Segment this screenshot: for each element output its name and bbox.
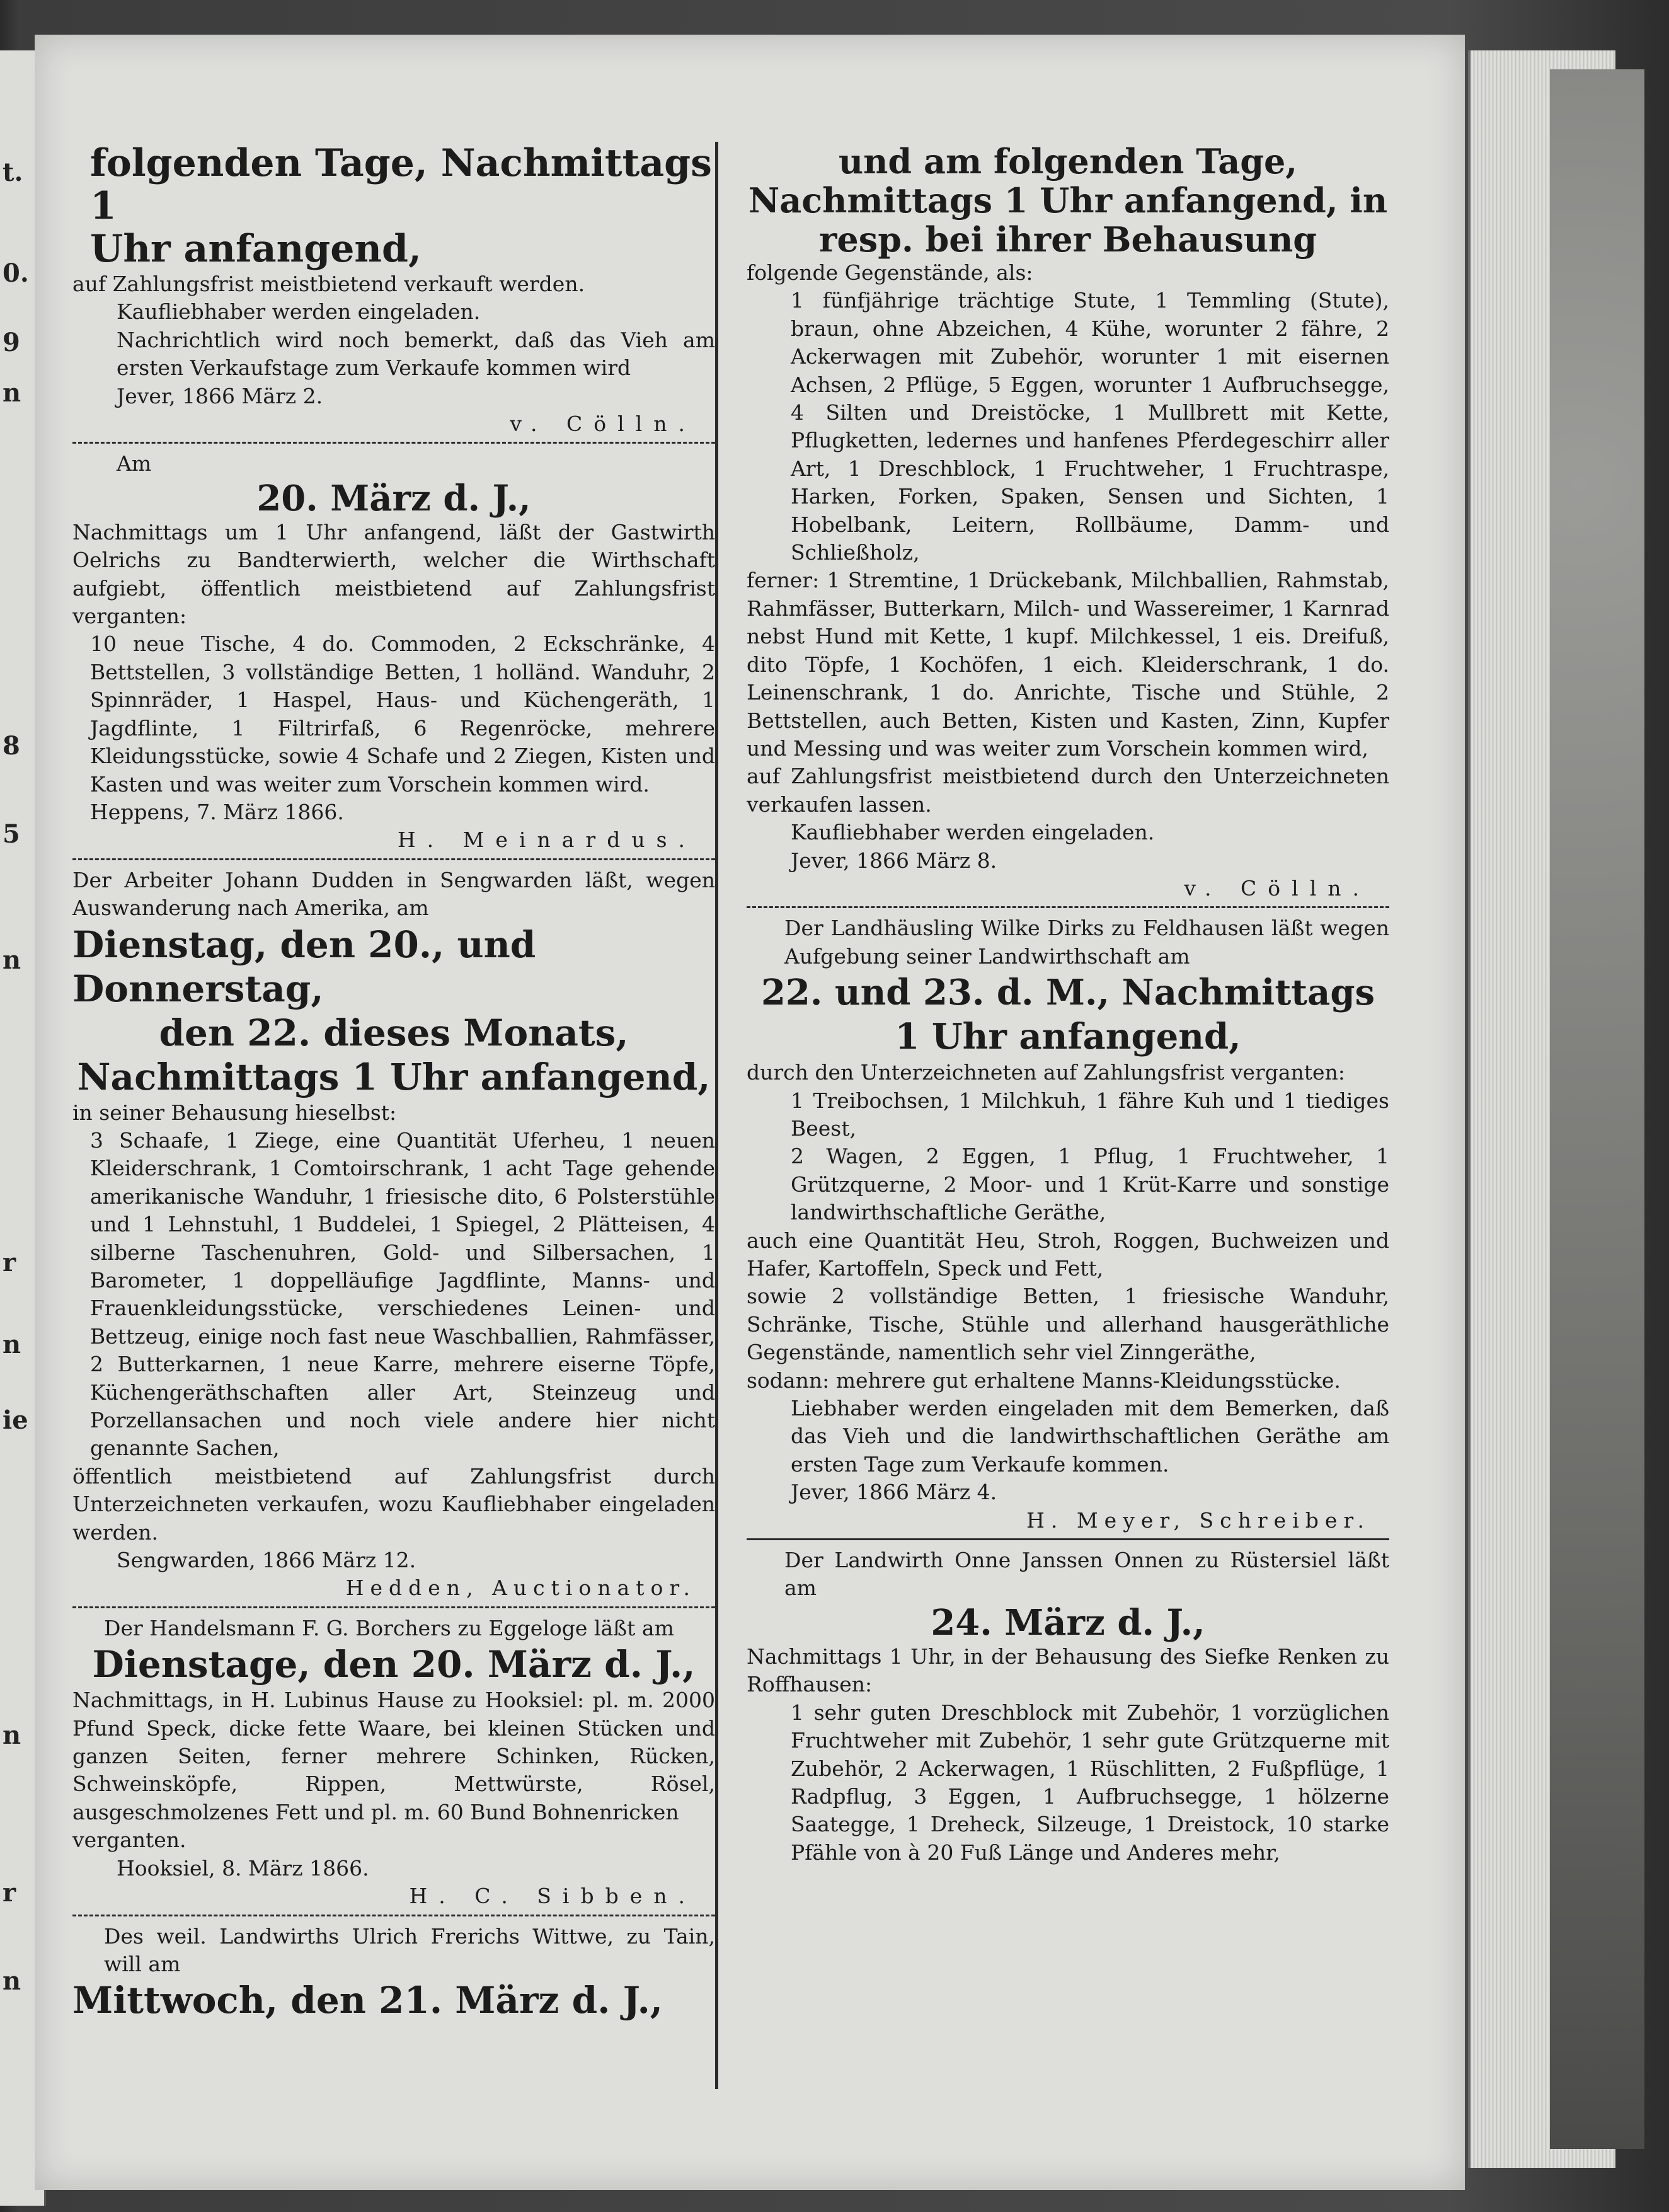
notice-text: Kaufliebhaber werden eingeladen. xyxy=(117,299,481,325)
notice-heading: Dienstage, den 20. März d. J., xyxy=(92,1643,696,1686)
notice-items: 1 sehr guten Dreschblock mit Zubehör, 1 vorzüglichen Fruchtweher mit Zubehör, 1 sehr gute Grützquerne mit Zubehör, 2 Ackerwagen, 1 Rüschlitten, 2 Fußpflüge, 1 Radpflug, 3 Eggen, 1 Aufbruchsegge, 1 hölzerne Saategge, 1 Dreheck, Silzeuge, 1 Dreistock, 10 starke Pfähle von à 20 Fuß Länge und Anderes mehr, xyxy=(791,1700,1389,1865)
notice-items: 10 neue Tische, 4 do. Commoden, 2 Eckschränke, 4 Bettstellen, 3 vollständige Betten, 1 holländ. Wanduhr, 2 Spinnräder, 1 Haspel, Haus- und Küchengeräth, 1 Jagdflinte, 1 Filtrirfaß, 6 Regenröcke, mehrere Kleidungsstücke, sowie 4 Schafe und 2 Ziegen, Kisten und Kasten und was weiter zum Vorschein kommen wird. xyxy=(90,631,715,797)
notice-text: in seiner Behausung hieselbst: xyxy=(72,1100,397,1125)
notice-text: Der Landhäusling Wilke Dirks zu Feldhausen läßt wegen Aufgebung seiner Landwirthschaft am xyxy=(784,916,1389,969)
notice-heading: Dienstag, den 20., und Donnerstag, xyxy=(72,923,536,1010)
notice-heading: und am folgenden Tage, Nachmittags 1 Uhr anfangend, in resp. bei ihrer Behausung xyxy=(748,141,1388,260)
notice-heading: den 22. dieses Monats, xyxy=(159,1011,629,1054)
margin-mark: r xyxy=(3,1878,16,1908)
margin-mark: 8 xyxy=(3,731,20,761)
notice-text: auf Zahlungsfrist meistbietend durch den Unterzeichneten verkaufen lassen. xyxy=(747,764,1389,817)
margin-mark: n xyxy=(3,945,21,975)
notice-dirks xyxy=(747,914,1389,1535)
notice-frerichs xyxy=(72,1923,715,2023)
left-column xyxy=(72,142,715,2022)
notice-place-date: Jever, 1866 März 2. xyxy=(117,383,323,408)
notice-text: Am xyxy=(117,451,152,476)
notice-place-date: Jever, 1866 März 8. xyxy=(791,848,997,873)
notice-separator xyxy=(72,858,715,860)
notice-heading: Mittwoch, den 21. März d. J., xyxy=(72,1979,663,2022)
notice-text: Des weil. Landwirths Ulrich Frerichs Wittwe, zu Tain, will am xyxy=(104,1923,715,1976)
notice-items: 3 Schaafe, 1 Ziege, eine Quantität Uferheu, 1 neuen Kleiderschrank, 1 Comtoirschrank, 1 acht Tage gehende amerikanische Wanduhr, 1 friesische dito, 6 Polsterstühle und 1 Lehnstuhl, 1 Buddelei, 1 Spiegel, 2 Plätteisen, 4 silberne Taschenuhren, Gold- und Silbersachen, 1 Barometer, 1 doppelläufige Jagdflinte, Manns- und Frauenkleidungsstücke, verschiedenes Leinen- und Bettzeug, einige noch fast neue Waschballien, Rahmfässer, 2 Butterkarnen, 1 neue Karre, mehrere eiserne Töpfe, Küchengeräthschaften aller Art, Steinzeug und Porzellansachen und noch viele andere hier nicht genannte Sachen, xyxy=(90,1127,715,1461)
margin-mark: ie xyxy=(3,1405,28,1435)
notice-heading: folgenden Tage, Nachmittags 1 xyxy=(90,141,712,228)
right-column xyxy=(747,142,1389,1867)
notice-items: auch eine Quantität Heu, Stroh, Roggen, Buchweizen und Hafer, Kartoffeln, Speck und Fett, xyxy=(747,1228,1389,1281)
notice-dudden xyxy=(72,867,715,1603)
notice-text: Nachmittags, in H. Lubinus Hause zu Hooksiel: pl. m. 2000 Pfund Speck, dicke fette Waare, bei kleinen Stücken und ganzen Seiten, ferner mehrere Schinken, Rücken, Schweinsköpfe, Rippen, Mettwürste, Rösel, ausgeschmolzenes Fett und pl. m. 60 Bund Bohnenricken xyxy=(72,1688,715,1824)
margin-mark: n xyxy=(3,1720,21,1750)
notice-heading: Uhr anfangend, xyxy=(90,227,422,271)
notice-text: Nachmittags um 1 Uhr anfangend, läßt der Gastwirth Oelrichs zu Bandterwierth, welcher die Wirthschaft aufgiebt, öffentlich meistbietend auf Zahlungsfrist verganten: xyxy=(72,519,715,629)
notice-text: Nachmittags 1 Uhr, in der Behausung des Siefke Renken zu Roffhausen: xyxy=(747,1644,1389,1697)
notice-text: Kaufliebhaber werden eingeladen. xyxy=(791,820,1155,845)
newspaper-page xyxy=(35,35,1465,2190)
notice-separator xyxy=(747,1538,1389,1540)
margin-mark: n xyxy=(3,378,21,408)
notice-items: ferner: 1 Stremtine, 1 Drückebank, Milchballien, Rahmstab, Rahmfässer, Butterkarn, Milch- und Wassereimer, 1 Karnrad nebst Hund mit Kette, 1 kupf. Milchkessel, 1 eis. Dreifuß, dito Töpfe, 1 Kochöfen, 1 eich. Kleiderschrank, 1 do. Leinenschrank, 1 do. Anrichte, Tische und Stühle, 2 Bettstellen, auch Betten, Kisten und Kasten, Zinn, Kupfer und Messing und was weiter zum Vorschein kommen wird, xyxy=(747,568,1389,761)
notice-text: folgende Gegenstände, als: xyxy=(747,260,1033,285)
notice-signature: H. C. Sibben. xyxy=(409,1884,696,1909)
notice-place-date: Heppens, 7. März 1866. xyxy=(90,799,344,824)
notice-items: 1 Treibochsen, 1 Milchkuh, 1 fähre Kuh und 1 tiediges Beest, xyxy=(791,1088,1389,1141)
notice-signature: v. Cölln. xyxy=(1184,875,1370,901)
column-divider xyxy=(715,142,718,2089)
notice-text: Der Handelsmann F. G. Borchers zu Eggeloge läßt am xyxy=(104,1615,674,1640)
notice-onnen xyxy=(747,1547,1389,1867)
notice-heading: 22. und 23. d. M., Nachmittags xyxy=(760,972,1375,1014)
notice-signature: Hedden, Auctionator. xyxy=(345,1575,696,1601)
margin-mark: t. xyxy=(3,158,23,187)
notice-cont-left xyxy=(72,142,715,438)
notice-separator xyxy=(72,1606,715,1608)
notice-text: Der Arbeiter Johann Dudden in Sengwarden läßt, wegen Auswanderung nach Amerika, am xyxy=(72,867,715,921)
notice-place-date: Hooksiel, 8. März 1866. xyxy=(117,1855,369,1881)
notice-cont-right xyxy=(747,142,1389,902)
margin-mark: n xyxy=(3,1966,21,1996)
margin-mark: 9 xyxy=(3,328,20,357)
book-cover-edge xyxy=(1550,69,1644,2149)
margin-mark: n xyxy=(3,1330,21,1359)
notice-signature: H. Meyer, Schreiber. xyxy=(1026,1507,1370,1533)
notice-oelrichs xyxy=(72,450,715,854)
notice-items: sodann: mehrere gut erhaltene Manns-Kleidungsstücke. xyxy=(747,1368,1341,1393)
notice-text: Der Landwirth Onne Janssen Onnen zu Rüstersiel läßt am xyxy=(784,1548,1389,1601)
notice-items: 2 Wagen, 2 Eggen, 1 Pflug, 1 Fruchtweher, 1 Grützquerne, 2 Moor- und 1 Krüt-Karre und sonstige landwirthschaftliche Geräthe, xyxy=(791,1144,1389,1225)
notice-borchers xyxy=(72,1615,715,1911)
notice-signature: v. Cölln. xyxy=(510,412,696,437)
notice-heading: 1 Uhr anfangend, xyxy=(895,1016,1241,1058)
notice-text: verganten. xyxy=(72,1828,186,1853)
notice-text: auf Zahlungsfrist meistbietend verkauft werden. xyxy=(72,272,585,296)
notice-text: Liebhaber werden eingeladen mit dem Bemerken, daß das Vieh und die landwirthschaftlichen Geräthe am ersten Tage zum Verkaufe kommen. xyxy=(791,1396,1389,1477)
notice-place-date: Sengwarden, 1866 März 12. xyxy=(117,1548,416,1573)
notice-signature: H. Meinardus. xyxy=(397,827,696,853)
notice-heading: 24. März d. J., xyxy=(931,1601,1205,1644)
margin-mark: r xyxy=(3,1248,16,1277)
margin-mark: 0. xyxy=(3,258,29,288)
notice-separator xyxy=(72,1915,715,1916)
notice-text: öffentlich meistbietend auf Zahlungsfrist durch Unterzeichneten verkaufen, wozu Kaufliebhaber eingeladen werden. xyxy=(72,1463,715,1545)
margin-mark: 5 xyxy=(3,819,20,849)
notice-heading: Nachmittags 1 Uhr anfangend, xyxy=(77,1055,711,1098)
notice-separator xyxy=(747,906,1389,908)
notice-heading: 20. März d. J., xyxy=(256,477,531,519)
notice-text: durch den Unterzeichneten auf Zahlungsfrist verganten: xyxy=(747,1060,1345,1085)
notice-text: Nachrichtlich wird noch bemerkt, daß das Vieh am ersten Verkaufstage zum Verkaufe kommen wird xyxy=(117,327,715,381)
notice-place-date: Jever, 1866 März 4. xyxy=(791,1480,997,1505)
notice-separator xyxy=(72,442,715,444)
notice-items: sowie 2 vollständige Betten, 1 friesische Wanduhr, Schränke, Tische, Stühle und allerhand hausgeräthliche Gegenstände, namentlich sehr viel Zinngeräthe, xyxy=(747,1284,1389,1365)
notice-items: 1 fünfjährige trächtige Stute, 1 Temmling (Stute), braun, ohne Abzeichen, 4 Kühe, worunter 2 fähre, 2 Ackerwagen mit Zubehör, worunter 1 mit eisernen Achsen, 2 Pflüge, 5 Eggen, worunter 1 Aufbruchsegge, 4 Silten und Dreistöcke, 1 Mullbrett mit Kette, Pflugketten, ledernes und hanfenes Pferdegeschirr aller Art, 1 Dreschblock, 1 Fruchtweher, 1 Fruchtraspe, Harken, Forken, Spaken, Sensen und Sichten, 1 Hobelbank, Leitern, Rollbäume, Damm- und Schließholz, xyxy=(791,288,1389,565)
